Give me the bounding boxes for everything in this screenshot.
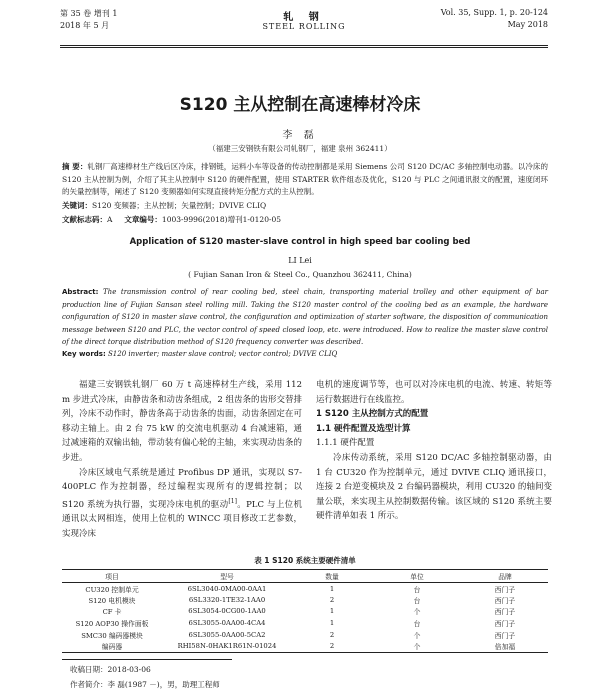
table-cell: 台 bbox=[413, 620, 421, 629]
table-cell: 西门子 bbox=[494, 596, 516, 605]
journal-name-cn: 轧 钢 bbox=[283, 12, 325, 23]
table-header: 数量 bbox=[292, 570, 372, 583]
table-header: 单位 bbox=[372, 570, 462, 583]
abstract-en bbox=[62, 286, 548, 349]
header-rule-thin bbox=[60, 47, 548, 48]
table-cell: 台 bbox=[413, 585, 421, 594]
article-number-value: 1003-9996(2018)增刊1-0120-05 bbox=[161, 215, 282, 224]
abstract-en-label: Abstract: bbox=[62, 288, 99, 296]
table-cell: CU320 控制单元 bbox=[85, 585, 139, 594]
table-cell: 2 bbox=[292, 640, 372, 652]
table-row bbox=[62, 629, 548, 641]
table-cell: 西门子 bbox=[494, 631, 516, 640]
table-cell: 台 bbox=[413, 596, 421, 605]
affiliation-cn: （福建三安钢铁有限公司轧钢厂，福建 泉州 362411） bbox=[208, 144, 392, 153]
paper-title-cn: S120 主从控制在高速棒材冷床 bbox=[179, 95, 421, 115]
table-cell: 6SL3320-1TE32-1AA0 bbox=[188, 595, 266, 604]
table-cell: 个 bbox=[372, 640, 462, 652]
table-cell: 西门子 bbox=[494, 608, 516, 617]
received-date: 收稿日期：2018-03-06 bbox=[70, 665, 151, 674]
keywords-cn bbox=[62, 200, 548, 211]
journal-date-en: May 2018 bbox=[507, 20, 548, 29]
abstract-cn-label: 摘 要： bbox=[62, 162, 88, 171]
keywords-en bbox=[62, 350, 548, 358]
table-cell: 西门子 bbox=[494, 585, 516, 594]
section-heading: 1 S120 主从控制方式的配置 bbox=[316, 409, 429, 420]
body-paragraph: 电机的速度调节等，也可以对冷床电机的电流、转速、转矩等运行数据进行在线监控。 bbox=[316, 380, 552, 405]
table-cell: 1 bbox=[329, 619, 335, 628]
affiliation-en: ( Fujian Sanan Iron & Steel Co., Quanzhou 362411, China) bbox=[188, 270, 412, 279]
keywords-en-label: Key words: bbox=[62, 350, 106, 358]
table-cell: CF 卡 bbox=[102, 608, 122, 617]
table-cell: 6SL3054-0CG00-1AA0 bbox=[188, 607, 266, 616]
subsubsection-heading: 1.1.1 硬件配置 bbox=[316, 438, 375, 449]
keywords-en-text: S120 inverter; master slave control; vector control; DVIVE CLIQ bbox=[108, 350, 338, 358]
table-cell: RHI58N-0HAK1R61N-01024 bbox=[162, 640, 292, 652]
table-cell: 6SL3040-0MA00-0AA1 bbox=[187, 584, 267, 593]
table-cell: 个 bbox=[413, 608, 421, 617]
body-paragraph: 福建三安钢铁轧钢厂 60 万 t 高速棒材生产线，采用 112 m 步进式冷床，由静齿条和动齿条组成，2 组齿条的齿形交替排列，冷床不动作时，静齿条高于动齿条的齿面，动齿条固定在可移动主轴上。由 2 台 75 kW 的交流电机驱动 4 台减速箱，通过减速箱的双输出轴，带动装有偏心轮的主轴，来实现动齿条的步进。 bbox=[62, 380, 302, 463]
body-text: 。PLC 与上位机通讯以太网相连，使用上位机的 WINCC 项目修改工艺参数，实现冷床 bbox=[62, 499, 302, 539]
journal-volume-en: Vol. 35, Supp. 1, p. 20-124 bbox=[440, 8, 548, 17]
table-cell: 倍加福 bbox=[462, 640, 548, 652]
journal-date-cn: 2018 年 5 月 bbox=[60, 21, 110, 30]
footnote-rule bbox=[62, 659, 232, 660]
body-paragraph bbox=[62, 466, 302, 542]
table-cell: 2 bbox=[329, 595, 335, 604]
table-row bbox=[62, 617, 548, 629]
table-header: 项目 bbox=[62, 570, 162, 583]
journal-volume: 第 35 卷 增刊 1 bbox=[60, 9, 118, 18]
journal-name-en: STEEL ROLLING bbox=[262, 22, 346, 31]
table-row bbox=[62, 606, 548, 618]
abstract-cn bbox=[62, 161, 548, 199]
clc-label: 文献标志码： bbox=[62, 215, 107, 224]
table-header: 品牌 bbox=[462, 570, 548, 583]
table-header-row bbox=[62, 570, 548, 583]
table-cell: 个 bbox=[413, 631, 421, 640]
table-cell: 2 bbox=[329, 630, 335, 639]
abstract-cn-text: 轧钢厂高速棒材生产线后区冷床，排钢链，运料小车等设备的传动控制都是采用 Siemens 公司 S120 DC/AC 多轴控制电动器。以冷床的 S120 主从控制为例，介绍了其主从控制中 S120 的硬件配置，使用 STARTER 软件组态及优化，S120 与 PLC 之间通讯报文的配置，速度闭环的矢量控制等，阐述了 S120 变频器如何实现直接转矩分配方式的主从控制。 bbox=[62, 162, 548, 197]
table-row bbox=[62, 583, 548, 595]
body-text: 冷床区域电气系统是通过 Profibus DP 通讯，实现以 S7-400PLC 作为控制器，经过编程实现所有的逻辑控制；以 S120 系统为执行器，实现冷床电机的驱动 bbox=[62, 467, 302, 510]
author-bio: 作者简介：李 磊(1987 －)，男，助理工程师 bbox=[70, 680, 220, 689]
author-en: LI Lei bbox=[288, 256, 312, 265]
table-header: 型号 bbox=[162, 570, 292, 583]
author-cn: 李 磊 bbox=[282, 130, 318, 141]
table-row bbox=[62, 640, 548, 652]
running-header bbox=[60, 8, 548, 42]
table-cell: 1 bbox=[329, 607, 335, 616]
body-column-left bbox=[62, 378, 302, 541]
clc-value: A bbox=[107, 215, 113, 224]
article-number-label: 文章编号： bbox=[124, 215, 162, 224]
table-cell: 西门子 bbox=[494, 620, 516, 629]
paper-title-en: Application of S120 master-slave control in high speed bar cooling bed bbox=[129, 237, 471, 247]
hardware-table bbox=[62, 569, 548, 653]
classification-line bbox=[62, 214, 548, 225]
table-caption: 表 1 S120 系统主要硬件清单 bbox=[254, 556, 356, 565]
citation-ref[interactable]: [1] bbox=[228, 497, 237, 505]
subsection-heading: 1.1 硬件配置及选型计算 bbox=[316, 423, 411, 434]
table-cell: S120 AOP30 操作面板 bbox=[75, 620, 149, 629]
keywords-cn-label: 关键词： bbox=[62, 201, 92, 210]
keywords-cn-text: S120 变频器；主从控制；矢量控制；DVIVE CLIQ bbox=[92, 201, 267, 210]
body-paragraph: 冷床传动系统，采用 S120 DC/AC 多轴控制驱动器，由 1 台 CU320 作为控制单元，通过 DVIVE CLIQ 通讯接口，连接 2 台逆变模块及 2 台编码器模块，利用 CU320 的轴间变量公联，来实现主从控制数据传输。该区域的 S120 系统主要硬件清单如表 1 所示。 bbox=[316, 452, 552, 522]
abstract-en-text: The transmission control of rear cooling bed, steel chain, transporting material trolley and other equipment of bar production line of Fujian Sansan steel rolling mill. Taking the S120 master control of the cooling bed as an example, the hardware configuration of S120 in master slave control, the configuration and optimization of starter software, the disposition of communication message between S120 and PLC, the vector control of speed closed loop, etc. were introduced. How to realize the master slave control of the direct torque distribution method of S120 frequency converter was described. bbox=[62, 288, 548, 347]
table-cell: 1 bbox=[329, 584, 335, 593]
table-cell: SMC30 编码器模块 bbox=[81, 631, 143, 640]
table-cell: 编码器 bbox=[62, 640, 162, 652]
table-cell: S120 电机模块 bbox=[88, 596, 136, 605]
table-cell: 6SL3055-0AA00-4CA4 bbox=[188, 619, 266, 628]
header-rule bbox=[60, 45, 548, 46]
table-cell: 6SL3055-0AA00-5CA2 bbox=[188, 630, 266, 639]
table-row bbox=[62, 594, 548, 606]
body-column-right bbox=[316, 378, 552, 524]
